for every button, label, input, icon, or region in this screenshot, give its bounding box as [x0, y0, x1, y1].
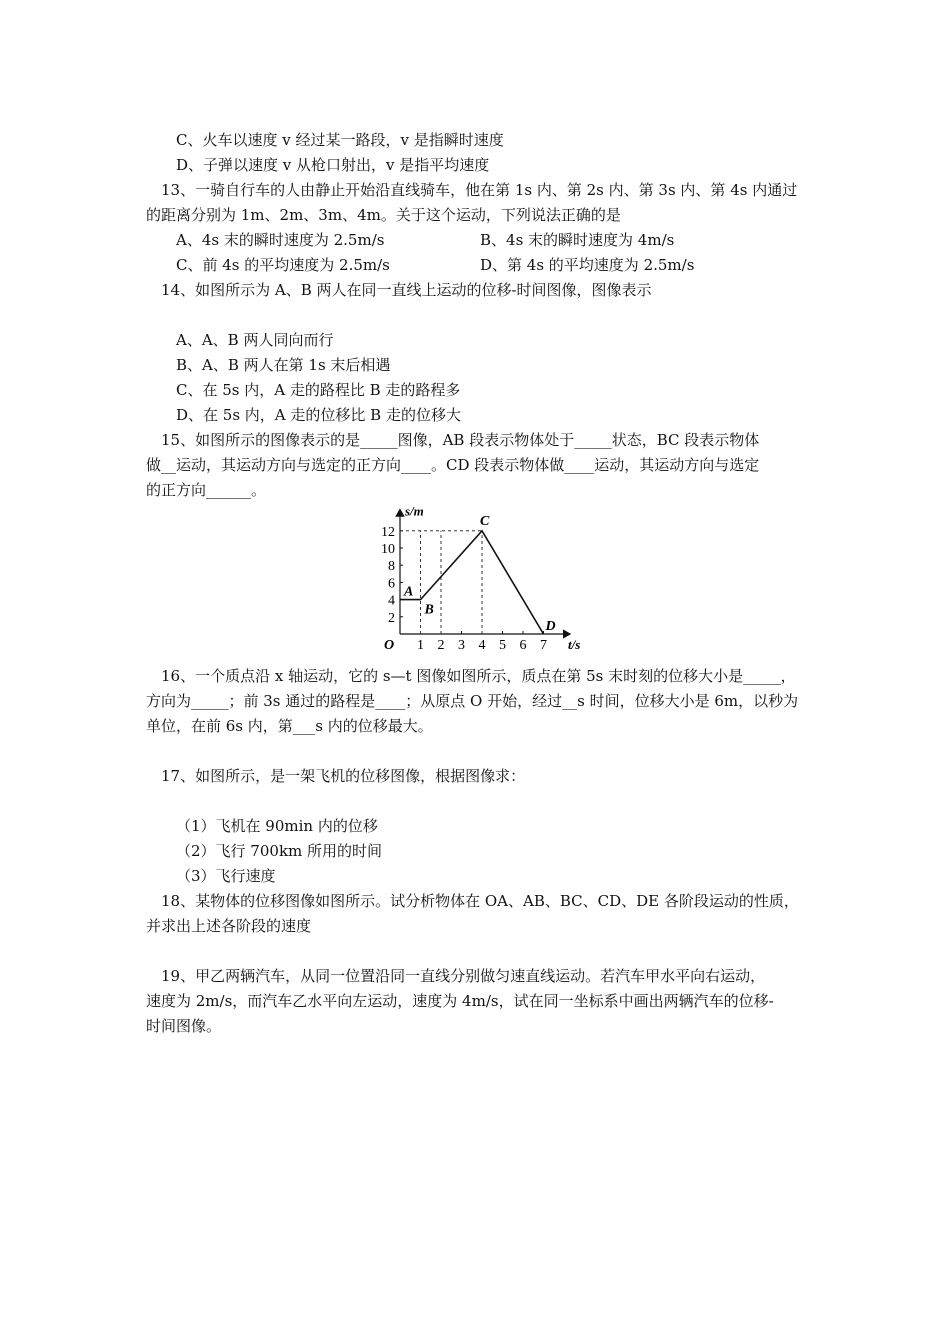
q19-line3: 时间图像。 [146, 1017, 222, 1035]
x-tick-label: 5 [499, 638, 506, 653]
y-tick-label: 8 [388, 559, 395, 575]
x-tick-label: 4 [478, 638, 486, 653]
series-line [400, 531, 544, 634]
y-axis-label: s/m [405, 503, 424, 519]
point-label: D [545, 619, 556, 634]
q12-option-c: C、火车以速度 v 经过某一路段，v 是指瞬时速度 [176, 131, 504, 149]
x-tick-label: 7 [540, 638, 547, 653]
origin-label: O [384, 638, 395, 653]
q14-option-b: B、A、B 两人在第 1s 末后相遇 [176, 356, 391, 374]
point-label: B [424, 602, 434, 618]
y-tick-label: 6 [388, 576, 395, 592]
x-tick-label: 3 [458, 638, 465, 653]
q17-stem: 17、如图所示，是一架飞机的位移图像，根据图像求： [161, 767, 526, 785]
y-tick-label: 4 [388, 593, 395, 609]
x-axis-label: t/s [568, 637, 581, 652]
y-tick-label: 12 [381, 524, 395, 540]
point-label: C [480, 513, 490, 529]
q18-line1: 18、某物体的位移图像如图所示。试分析物体在 OA、AB、BC、CD、DE 各阶段运动的性质， [161, 892, 799, 910]
q12-option-d: D、子弹以速度 v 从枪口射出，v 是指平均速度 [176, 156, 490, 174]
q13-option-d: D、第 4s 的平均速度为 2.5m/s [480, 256, 695, 274]
q13-option-a: A、4s 末的瞬时速度为 2.5m/s [176, 231, 385, 249]
q16-line3: 单位，在前 6s 内，第___s 内的位移最大。 [146, 717, 433, 735]
y-tick-label: 2 [388, 610, 395, 626]
q13-stem-line1: 13、一骑自行车的人由静止开始沿直线骑车，他在第 1s 内、第 2s 内、第 3s 内、第 4s 内通过 [161, 181, 798, 199]
q13-option-c: C、前 4s 的平均速度为 2.5m/s [176, 256, 390, 274]
q14-stem: 14、如图所示为 A、B 两人在同一直线上运动的位移-时间图像，图像表示 [161, 281, 652, 299]
q15-line1: 15、如图所示的图像表示的是_____图像，AB 段表示物体处于_____状态，BC 段表示物体 [161, 431, 760, 449]
q17-sub1: （1）飞机在 90min 内的位移 [176, 817, 378, 835]
q13-stem-line2: 的距离分别为 1m、2m、3m、4m。关于这个运动，下列说法正确的是 [146, 206, 621, 224]
x-tick-label: 2 [437, 638, 445, 653]
q15-line2: 做__运动，其运动方向与选定的正方向____。CD 段表示物体做____运动，其运动方向与选定 [146, 456, 760, 474]
st-graph [360, 498, 590, 658]
y-tick-label: 10 [381, 542, 395, 557]
point-label: A [404, 584, 414, 600]
q17-sub3: （3）飞行速度 [176, 867, 276, 885]
q16-line1: 16、一个质点沿 x 轴运动，它的 s—t 图像如图所示，质点在第 5s 末时刻的位移大小是_____， [161, 667, 796, 685]
x-tick-label: 6 [519, 638, 527, 653]
q14-option-c: C、在 5s 内，A 走的路程比 B 走的路程多 [176, 381, 461, 399]
q15-line3: 的正方向______。 [146, 481, 267, 499]
q19-line1: 19、甲乙两辆汽车，从同一位置沿同一直线分别做匀速直线运动。若汽车甲水平向右运动， [161, 967, 766, 985]
q17-sub2: （2）飞行 700km 所用的时间 [176, 842, 383, 860]
q13-option-b: B、4s 末的瞬时速度为 4m/s [480, 231, 675, 249]
q14-option-d: D、在 5s 内，A 走的位移比 B 走的位移大 [176, 406, 461, 424]
q19-line2: 速度为 2m/s，而汽车乙水平向左运动，速度为 4m/s，试在同一坐标系中画出两辆汽车的位移- [146, 992, 774, 1010]
q16-line2: 方向为_____；前 3s 通过的路程是____；从原点 O 开始，经过__s 时间，位移大小是 6m，以秒为 [146, 692, 799, 710]
q18-line2: 并求出上述各阶段的速度 [146, 917, 312, 935]
q14-option-a: A、A、B 两人同向而行 [176, 331, 334, 349]
x-tick-label: 1 [417, 638, 424, 653]
